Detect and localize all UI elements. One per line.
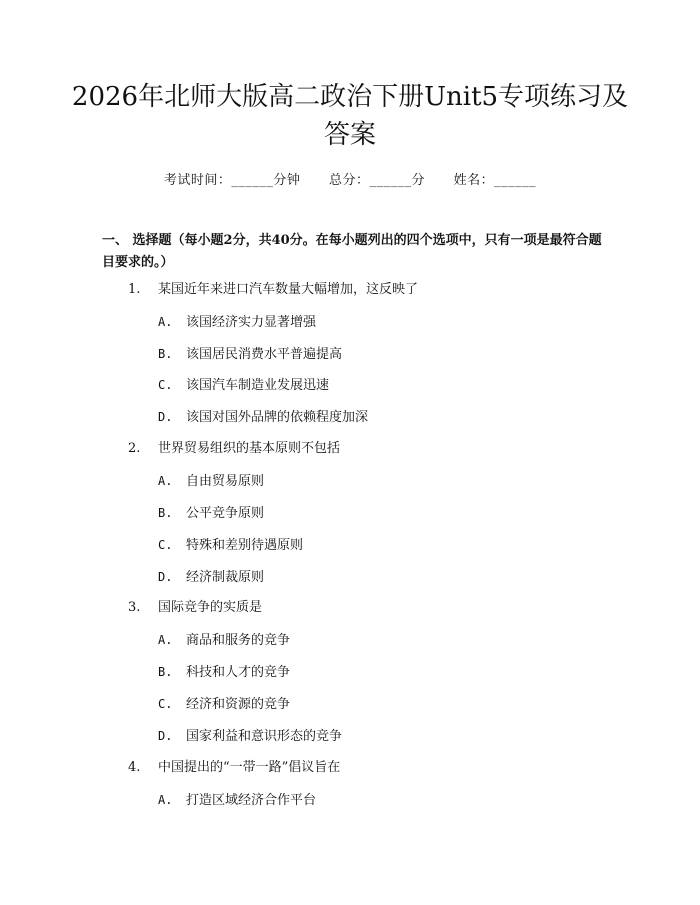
question-stem: 某国近年来进口汽车数量大幅增加，这反映了 bbox=[158, 282, 419, 297]
option-text: 该国居民消费水平普遍提高 bbox=[186, 347, 343, 362]
option-text: 商品和服务的竞争 bbox=[186, 633, 291, 648]
option-text: 经济制裁原则 bbox=[186, 570, 265, 585]
option-1c bbox=[158, 376, 329, 395]
option-text: 该国汽车制造业发展迅速 bbox=[186, 378, 330, 393]
option-letter: B. bbox=[158, 347, 173, 361]
option-3b bbox=[158, 663, 290, 682]
student-name: 姓名：______ bbox=[453, 173, 537, 188]
section-heading: 一、 选择题（每小题2分，共40分。在每小题列出的四个选项中，只有一项是最符合题目要求的。） bbox=[102, 233, 602, 270]
option-text: 国家利益和意识形态的竞争 bbox=[186, 729, 343, 744]
question-2 bbox=[128, 440, 340, 458]
option-text: 该国经济实力显著增强 bbox=[186, 315, 317, 330]
option-letter: B. bbox=[158, 665, 173, 679]
option-letter: C. bbox=[158, 378, 173, 392]
option-1d bbox=[158, 408, 368, 427]
option-3c bbox=[158, 695, 290, 714]
question-4 bbox=[128, 759, 340, 777]
question-number: 1. bbox=[128, 282, 141, 297]
option-text: 经济和资源的竞争 bbox=[186, 697, 291, 712]
question-stem: 中国提出的“一带一路”倡议旨在 bbox=[158, 760, 341, 775]
question-number: 4. bbox=[128, 760, 141, 775]
option-letter: A. bbox=[158, 474, 173, 488]
question-number: 2. bbox=[128, 441, 141, 456]
question-stem: 世界贸易组织的基本原则不包括 bbox=[158, 441, 341, 456]
option-letter: C. bbox=[158, 538, 173, 552]
question-stem: 国际竞争的实质是 bbox=[158, 600, 263, 615]
question-number: 3. bbox=[128, 600, 141, 615]
option-text: 科技和人才的竞争 bbox=[186, 665, 291, 680]
option-2c bbox=[158, 536, 303, 555]
option-letter: A. bbox=[158, 633, 173, 647]
option-text: 自由贸易原则 bbox=[186, 474, 265, 489]
option-1b bbox=[158, 345, 342, 364]
option-2b bbox=[158, 504, 264, 523]
option-letter: B. bbox=[158, 506, 173, 520]
option-2a bbox=[158, 472, 264, 491]
exam-info bbox=[0, 169, 700, 188]
question-3 bbox=[128, 599, 262, 617]
exam-time: 考试时间：______分钟 bbox=[163, 173, 301, 188]
option-letter: A. bbox=[158, 315, 173, 329]
option-text: 该国对国外品牌的依赖程度加深 bbox=[186, 410, 369, 425]
option-text: 特殊和差别待遇原则 bbox=[186, 538, 304, 553]
option-3d bbox=[158, 727, 342, 746]
option-letter: D. bbox=[158, 570, 173, 584]
option-2d bbox=[158, 568, 264, 587]
option-4a bbox=[158, 791, 316, 810]
option-letter: D. bbox=[158, 729, 173, 743]
option-1a bbox=[158, 313, 316, 332]
option-letter: D. bbox=[158, 410, 173, 424]
question-1 bbox=[128, 281, 418, 299]
option-letter: A. bbox=[158, 793, 173, 807]
total-score: 总分：______分 bbox=[328, 173, 425, 188]
document-title: 2026年北师大版高二政治下册Unit5专项练习及答案 bbox=[71, 82, 629, 150]
option-3a bbox=[158, 631, 290, 650]
option-text: 打造区域经济合作平台 bbox=[186, 793, 317, 808]
option-letter: C. bbox=[158, 697, 173, 711]
option-text: 公平竞争原则 bbox=[186, 506, 265, 521]
